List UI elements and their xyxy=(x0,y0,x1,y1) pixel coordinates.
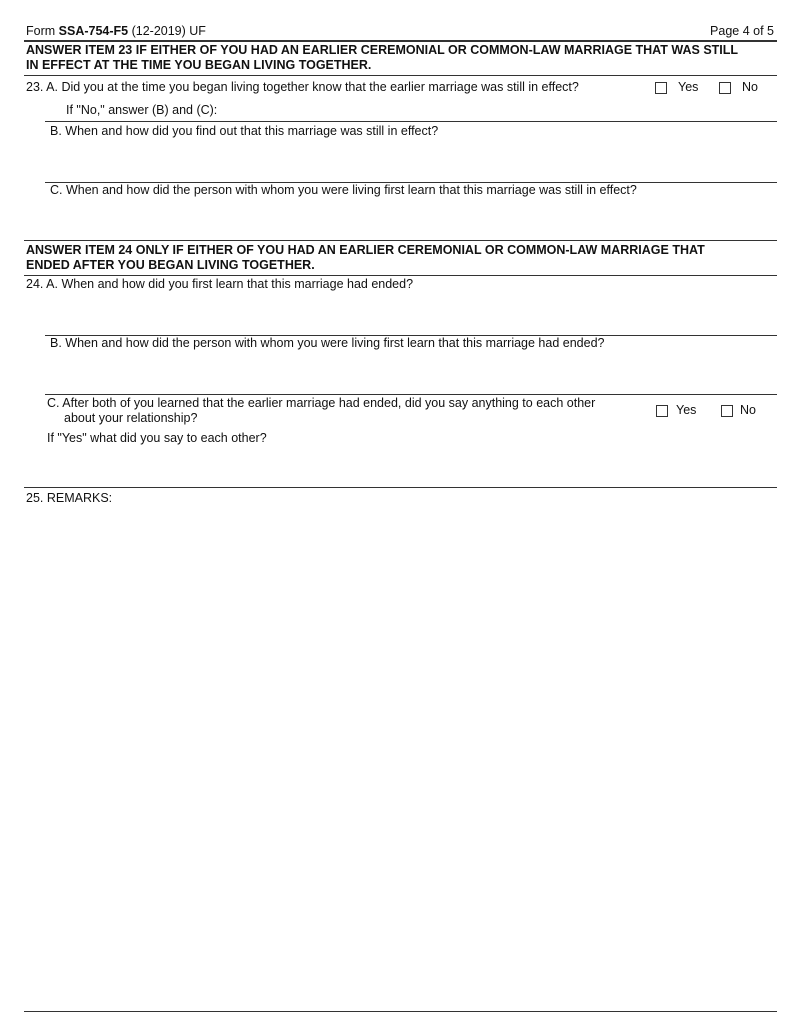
answer-23b-field[interactable] xyxy=(45,141,775,181)
form-revision: (12-2019) UF xyxy=(128,24,206,38)
checkbox-23a-yes[interactable] xyxy=(655,82,667,94)
form-number: SSA-754-F5 xyxy=(58,24,129,38)
if-no-instruction: If "No," answer (B) and (C): xyxy=(66,103,218,117)
checkbox-24c-no-label: No xyxy=(740,403,756,417)
divider-24-top xyxy=(24,240,777,241)
section23-instruction-line1: ANSWER ITEM 23 IF EITHER OF YOU HAD AN EARLIER CEREMONIAL OR COMMON-LAW MARRIAGE THAT WAS STILL xyxy=(26,43,739,57)
question-23b: B. When and how did you find out that this marriage was still in effect? xyxy=(50,124,439,138)
question-24c-line1: C. After both of you learned that the earlier marriage had ended, did you say anything to each other xyxy=(47,396,596,410)
section24-instruction-line2: ENDED AFTER YOU BEGAN LIVING TOGETHER. xyxy=(26,258,315,272)
divider-top xyxy=(24,40,777,42)
if-yes-instruction: If "Yes" what did you say to each other? xyxy=(47,431,267,445)
remarks-label: 25. REMARKS: xyxy=(26,491,113,505)
answer-23c-field[interactable] xyxy=(45,200,775,240)
remarks-field[interactable] xyxy=(24,510,777,1005)
section23-instruction-line2: IN EFFECT AT THE TIME YOU BEGAN LIVING TOGETHER. xyxy=(26,58,372,72)
section24-instruction-line1: ANSWER ITEM 24 ONLY IF EITHER OF YOU HAD AN EARLIER CEREMONIAL OR COMMON-LAW MARRIAGE THAT xyxy=(26,243,705,257)
divider-23a xyxy=(45,121,777,122)
question-24b: B. When and how did the person with whom you were living first learn that this marriage had ended? xyxy=(50,336,605,350)
form-prefix: Form xyxy=(26,24,59,38)
question-24c-line2: about your relationship? xyxy=(64,411,198,425)
divider-24b xyxy=(45,394,777,395)
divider-23-instruction xyxy=(24,75,777,76)
answer-24b-field[interactable] xyxy=(45,353,775,393)
checkbox-23a-no-label: No xyxy=(742,80,758,94)
question-23c: C. When and how did the person with whom you were living first learn that this marriage was still in effect? xyxy=(50,183,637,197)
divider-bottom xyxy=(24,1011,777,1012)
checkbox-24c-yes-label: Yes xyxy=(676,403,697,417)
question-23a: 23. A. Did you at the time you began living together know that the earlier marriage was still in effect? xyxy=(26,80,579,94)
checkbox-23a-yes-label: Yes xyxy=(678,80,699,94)
page-number: Page 4 of 5 xyxy=(710,24,774,38)
checkbox-23a-no[interactable] xyxy=(719,82,731,94)
question-24a: 24. A. When and how did you first learn that this marriage had ended? xyxy=(26,277,414,291)
checkbox-24c-no[interactable] xyxy=(721,405,733,417)
form-id xyxy=(26,24,206,39)
answer-24a-field[interactable] xyxy=(45,294,775,334)
divider-24c xyxy=(24,487,777,488)
checkbox-24c-yes[interactable] xyxy=(656,405,668,417)
divider-24-instruction xyxy=(24,275,777,276)
answer-24c-field[interactable] xyxy=(45,448,775,486)
